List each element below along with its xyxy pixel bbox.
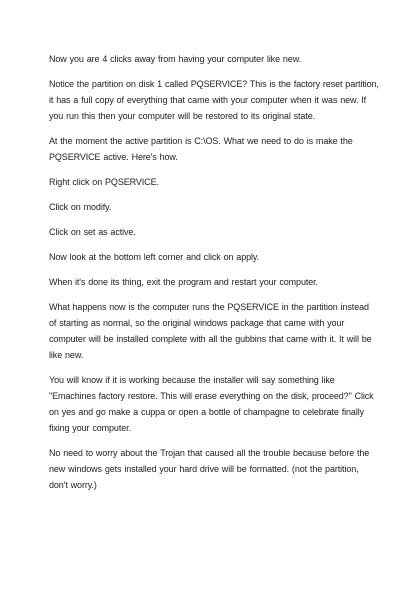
- step-modify: Click on modify.: [49, 202, 112, 212]
- paragraph-active-partition: At the moment the active partition is C:\OS. What we need to do is make the PQSERVICE active. Here's how.: [49, 136, 353, 162]
- document-body: [49, 51, 379, 502]
- step-apply: Now look at the bottom left corner and click on apply.: [49, 252, 260, 262]
- step-right-click: Right click on PQSERVICE.: [49, 177, 159, 187]
- paragraph-pqservice-notice: Notice the partition on disk 1 called PQSERVICE? This is the factory reset partition, it has a full copy of everything that came with your computer when it was new. If you run this then your computer will be restored to its original state.: [49, 79, 379, 121]
- paragraph-trojan-note: No need to worry about the Trojan that caused all the trouble because before the new windows gets installed your hard drive will be formatted. (not the partition, don't worry.): [49, 448, 370, 490]
- step-restart: When it's done its thing, exit the program and restart your computer.: [49, 277, 318, 287]
- paragraph-intro: Now you are 4 clicks away from having your computer like new.: [49, 54, 302, 64]
- step-set-active: Click on set as active.: [49, 227, 136, 237]
- paragraph-installer-prompt: You will know if it is working because the installer will say something like "Emachines factory restore. This will erase everything on the disk, proceed?" Click on yes and go make a cuppa or open a bottle of champagne to celebrate finally fixing your computer.: [49, 375, 374, 433]
- paragraph-what-happens: What happens now is the computer runs the PQSERVICE in the partition instead of starting as normal, so the original windows package that came with your computer will be installed complete with all the gubbins that came with it. It will be like new.: [49, 302, 372, 360]
